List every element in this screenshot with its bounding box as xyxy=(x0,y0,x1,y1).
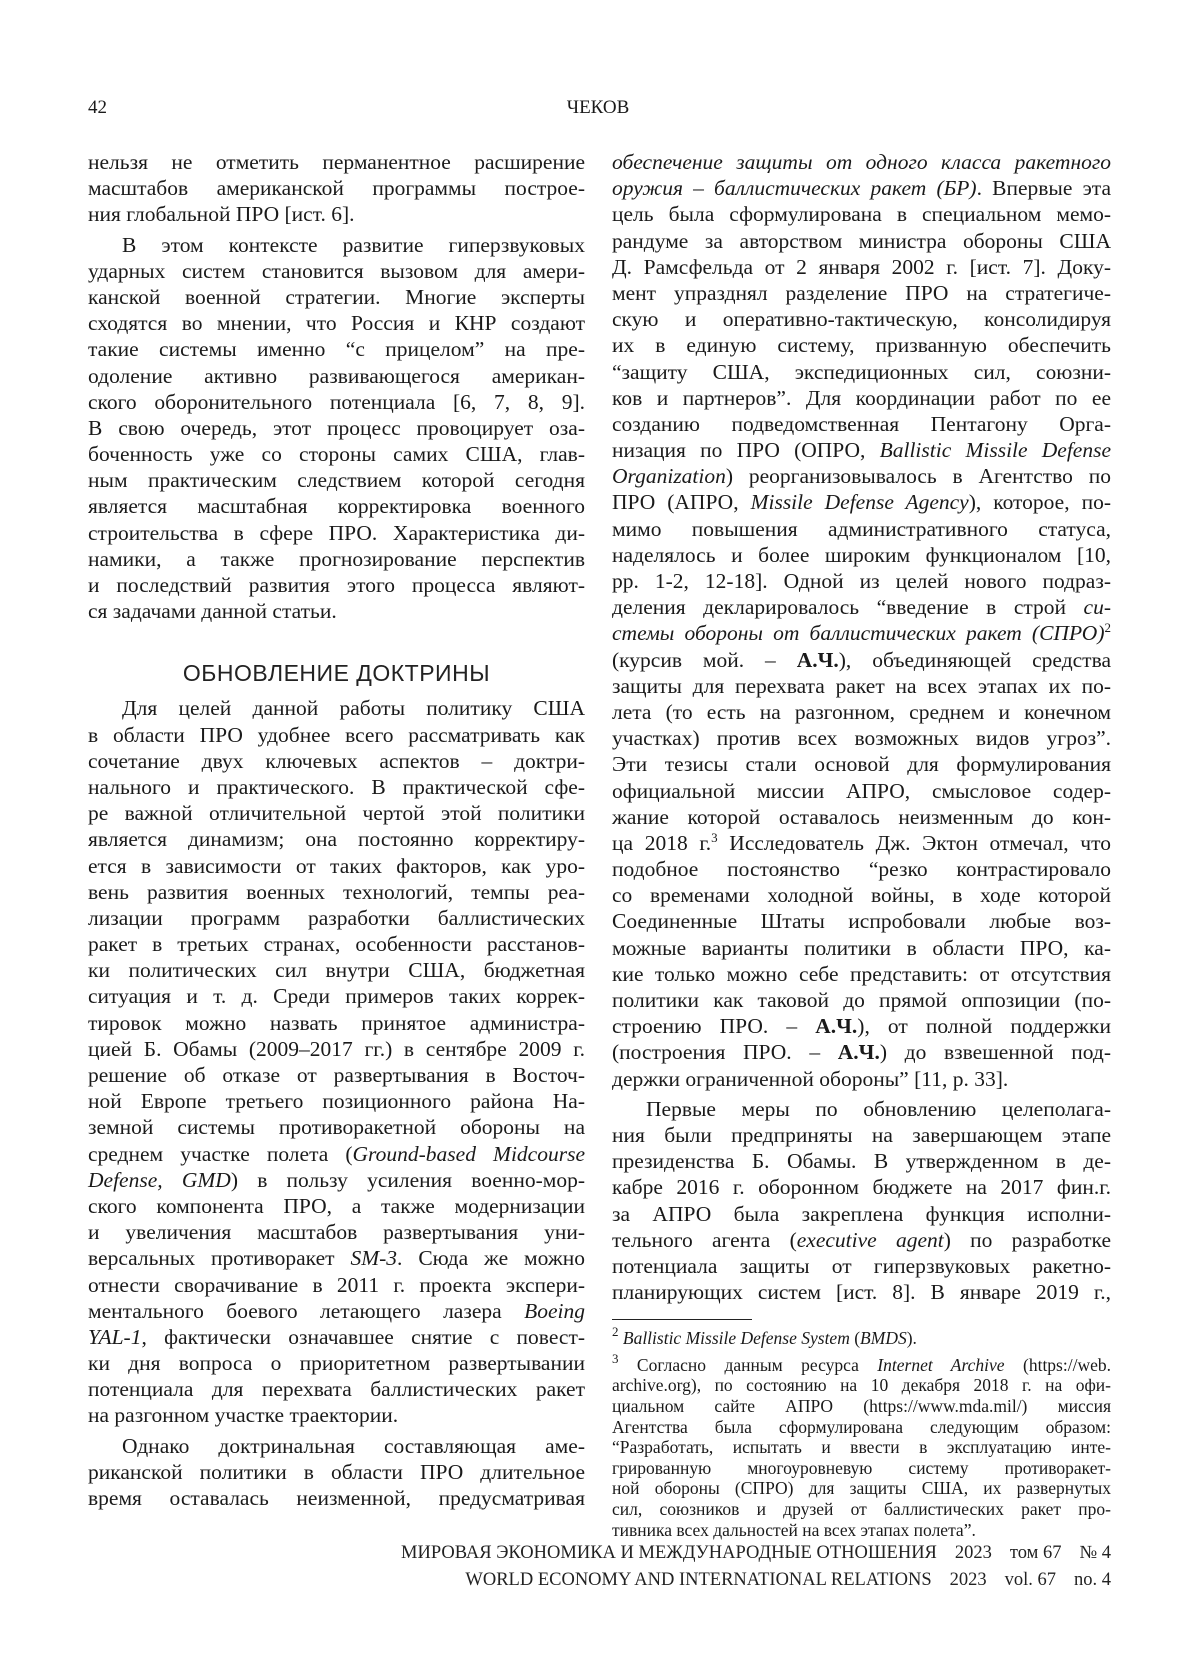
text-line xyxy=(612,1355,1111,1376)
text-line: мимо повышения административного статуса, xyxy=(612,516,1111,542)
text-line: тировок можно назвать принятое администра- xyxy=(88,1010,585,1036)
text-line: на разгонном участке траектории. xyxy=(88,1402,585,1428)
text-line: тивника всех дальностей на всех этапах полета”. xyxy=(612,1520,1111,1541)
text-line: наделялось и более широким функционалом [10, xyxy=(612,542,1111,568)
text-line: потенциала для перехвата баллистических ракет xyxy=(88,1376,585,1402)
text-run: . Сюда же можно xyxy=(397,1246,585,1270)
text-line: Соединенные Штаты испробовали любые воз- xyxy=(612,908,1111,934)
text-line: президенства Б. Обамы. В утвержденном в де- xyxy=(612,1148,1111,1174)
italic-text: Missile Defense Agency xyxy=(751,490,969,514)
text-line: за АПРО была закреплена функция исполни- xyxy=(612,1201,1111,1227)
footnote-marker: 3 xyxy=(612,1351,619,1366)
text-line: Первые меры по обновлению целеполага- xyxy=(612,1096,1111,1122)
text-line xyxy=(612,1039,1111,1065)
text-line: риканской политики в области ПРО длительное xyxy=(88,1459,585,1485)
text-line xyxy=(612,620,1111,646)
paragraph xyxy=(88,695,585,1428)
running-head-author: ЧЕКОВ xyxy=(567,96,630,120)
text-line: Эти тезисы стали основой для формулирования xyxy=(612,751,1111,777)
bold-text: А.Ч. xyxy=(815,1014,857,1038)
running-head xyxy=(0,96,1200,120)
text-line: Д. Рамсфельда от 2 января 2002 г. [ист. 7]. Доку- xyxy=(612,254,1111,280)
text-line: сходятся во мнении, что Россия и КНР создают xyxy=(88,310,585,336)
text-line xyxy=(88,1141,585,1167)
italic-text: Defense, GMD xyxy=(88,1168,231,1192)
text-line: “защиту США, экспедиционных сил, союзни- xyxy=(612,359,1111,385)
italic-text: стемы обороны от баллистических ракет (СПРО) xyxy=(612,621,1105,645)
text-line xyxy=(612,647,1111,673)
text-run: ), от полной поддержки xyxy=(857,1014,1111,1038)
text-line: время оставалась неизменной, предусматривая xyxy=(88,1485,585,1511)
text-line: и последствий развития этого процесса являют- xyxy=(88,572,585,598)
text-line: циальном сайте АПРО (https://www.mda.mil/) миссия xyxy=(612,1396,1111,1417)
text-line xyxy=(88,1245,585,1271)
text-line: ракет в третьих странах, особенности расстанов- xyxy=(88,931,585,957)
text-run: Согласно данным ресурса xyxy=(619,1355,878,1375)
text-line: кабре 2016 г. оборонном бюджете на 2017 фин.г. xyxy=(612,1174,1111,1200)
text-line: В этом контексте развитие гиперзвуковых xyxy=(88,232,585,258)
text-line: цией Б. Обамы (2009–2017 гг.) в сентябре 2009 г. xyxy=(88,1036,585,1062)
italic-text: YAL-1 xyxy=(88,1325,141,1349)
issue-ru: № 4 xyxy=(1079,1543,1111,1563)
text-line xyxy=(88,1324,585,1350)
text-line: в области ПРО удобнее всего рассматривать как xyxy=(88,722,585,748)
text-line: можные варианты политики в области ПРО, ка- xyxy=(612,935,1111,961)
text-line: земной системы противоракетной обороны на xyxy=(88,1114,585,1140)
text-run: . Впервые эта xyxy=(977,176,1111,200)
text-line: мент упразднял разделение ПРО на стратегиче- xyxy=(612,280,1111,306)
text-line: намики, а также прогнозирование перспектив xyxy=(88,546,585,572)
text-line: созданию подведомственная Пентагону Орга- xyxy=(612,411,1111,437)
text-line xyxy=(612,463,1111,489)
journal-title-en: WORLD ECONOMY AND INTERNATIONAL RELATIONS xyxy=(465,1570,931,1590)
text-line: нельзя не отметить перманентное расширение xyxy=(88,149,585,175)
italic-text: SM-3 xyxy=(350,1246,397,1270)
text-run: (построения ПРО. – xyxy=(612,1040,838,1064)
text-run: тельного агента ( xyxy=(612,1228,797,1252)
paragraph xyxy=(88,232,585,625)
text-line: строительства в сфере ПРО. Характеристика ди- xyxy=(88,520,585,546)
text-line xyxy=(612,830,1111,856)
footer-ru xyxy=(401,1540,1111,1567)
text-run: ). xyxy=(907,1328,917,1348)
text-run: (курсив мой. – xyxy=(612,648,797,672)
text-line xyxy=(612,1227,1111,1253)
footnote-divider xyxy=(612,1319,752,1320)
text-run: среднем участке полета ( xyxy=(88,1142,353,1166)
text-run: ца 2018 г. xyxy=(612,831,711,855)
text-line: ситуация и т. д. Среди примеров таких коррек- xyxy=(88,983,585,1009)
text-line: жание которой оставалось неизменным до кон- xyxy=(612,804,1111,830)
text-line: “Разработать, испытать и ввести в эксплуатацию инте- xyxy=(612,1437,1111,1458)
footer-en xyxy=(401,1567,1111,1594)
text-line: грированную многоуровневую систему противоракет- xyxy=(612,1458,1111,1479)
text-line: решение об отказе от развертывания в Восточ- xyxy=(88,1062,585,1088)
italic-text: Ballistic Missile Defense System xyxy=(623,1328,850,1348)
year-ru: 2023 xyxy=(955,1543,992,1563)
text-line: планирующих систем [ист. 8]. В январе 2019 г., xyxy=(612,1279,1111,1305)
text-line xyxy=(612,175,1111,201)
year-en: 2023 xyxy=(950,1570,987,1590)
footnote-marker: 2 xyxy=(1105,620,1112,635)
italic-text: Internet Archive xyxy=(877,1355,1004,1375)
text-line xyxy=(88,1167,585,1193)
italic-text: Ballistic Missile Defense xyxy=(880,438,1111,462)
text-line: официальной миссии АПРО, смысловое содер- xyxy=(612,778,1111,804)
text-line: ского компонента ПРО, а также модернизации xyxy=(88,1193,585,1219)
text-run: (https://web. xyxy=(1005,1355,1111,1375)
text-line: ского оборонительного потенциала [6, 7, 8, 9]. xyxy=(88,389,585,415)
text-line: масштабов американской программы построе- xyxy=(88,175,585,201)
text-run: ) по разработке xyxy=(944,1228,1111,1252)
italic-text: оружия – баллистических ракет (БР) xyxy=(612,176,977,200)
text-run: деления декларировалось “введение в строй xyxy=(612,595,1084,619)
bold-text: А.Ч. xyxy=(797,648,839,672)
text-run: Исследователь Дж. Эктон отмечал, что xyxy=(718,831,1111,855)
text-line: отнести сворачивание в 2011 г. проекта экспери- xyxy=(88,1272,585,1298)
text-line xyxy=(612,594,1111,620)
text-run: ( xyxy=(850,1328,860,1348)
text-line: ным практическим следствием которой сегодня xyxy=(88,467,585,493)
volume-ru: том 67 xyxy=(1010,1543,1062,1563)
text-line: держки ограниченной обороны” [11, p. 33]. xyxy=(612,1066,1111,1092)
text-line: Агентства была сформулирована следующим образом: xyxy=(612,1417,1111,1438)
text-line: ки политических сил внутри США, бюджетная xyxy=(88,957,585,983)
italic-text: executive agent xyxy=(797,1228,944,1252)
footnote xyxy=(612,1328,1111,1349)
text-line: pp. 1-2, 12-18]. Одной из целей нового подраз- xyxy=(612,568,1111,594)
volume-en: vol. 67 xyxy=(1005,1570,1056,1590)
italic-text: Ground-based Midcourse xyxy=(353,1142,585,1166)
italic-text: си- xyxy=(1084,595,1111,619)
text-line xyxy=(88,1298,585,1324)
text-run: низация по ПРО (ОПРО, xyxy=(612,438,880,462)
text-line: лизации программ разработки баллистических xyxy=(88,905,585,931)
text-line: сил, союзников и друзей от баллистических ракет про- xyxy=(612,1499,1111,1520)
text-run: ) в пользу усиления военно-мор- xyxy=(231,1168,585,1192)
text-line xyxy=(612,149,1111,175)
text-line: со временами холодной войны, в ходе которой xyxy=(612,882,1111,908)
right-column xyxy=(612,149,1111,1540)
text-run: ) до взвешенной под- xyxy=(880,1040,1111,1064)
text-line: цель была сформулирована в специальном мемо- xyxy=(612,201,1111,227)
text-line: является масштабная корректировка военного xyxy=(88,493,585,519)
footnote xyxy=(612,1355,1111,1540)
text-line: политики как таковой до прямой оппозиции (по- xyxy=(612,987,1111,1013)
left-column xyxy=(88,149,585,1511)
footnote-marker: 3 xyxy=(711,830,718,845)
issue-en: no. 4 xyxy=(1074,1570,1111,1590)
text-line: ной обороны (СПРО) для защиты США, их развернутых xyxy=(612,1478,1111,1499)
text-run: строению ПРО. – xyxy=(612,1014,815,1038)
section-heading: ОБНОВЛЕНИЕ ДОКТРИНЫ xyxy=(88,660,585,686)
text-line: ется в зависимости от таких факторов, как уро- xyxy=(88,853,585,879)
text-line: участках) против всех возможных видов угроз”. xyxy=(612,725,1111,751)
text-run: , фактически означавшее снятие с повест- xyxy=(141,1325,585,1349)
text-run: ), объединяющей средства xyxy=(839,648,1111,672)
journal-footer xyxy=(401,1540,1111,1594)
text-line: канской военной стратегии. Многие эксперты xyxy=(88,284,585,310)
text-line: и увеличения масштабов развертывания уни- xyxy=(88,1219,585,1245)
text-line: лета (то есть на разгонном, среднем и конечном xyxy=(612,699,1111,725)
text-line: ударных систем становится вызовом для амери- xyxy=(88,258,585,284)
text-line: потенциала защиты от гиперзвуковых ракетно- xyxy=(612,1253,1111,1279)
text-line xyxy=(612,437,1111,463)
paragraph xyxy=(88,149,585,228)
text-line: подобное постоянство “резко контрастировало xyxy=(612,856,1111,882)
text-line: их в единую систему, призванную обеспечить xyxy=(612,332,1111,358)
text-line: Однако доктринальная составляющая аме- xyxy=(88,1433,585,1459)
text-line xyxy=(612,1328,1111,1349)
text-line: защиты для перехвата ракет на всех этапах их по- xyxy=(612,673,1111,699)
text-run: ПРО (АПРО, xyxy=(612,490,751,514)
text-line: ния были предприняты на завершающем этапе xyxy=(612,1122,1111,1148)
text-run: ) реорганизовывалось в Агентство по xyxy=(726,464,1111,488)
text-line: В свою очередь, этот процесс провоцирует оза- xyxy=(88,415,585,441)
text-line: ре важной отличительной чертой этой политики xyxy=(88,800,585,826)
text-line: кие только можно себе представить: от отсутствия xyxy=(612,961,1111,987)
text-line: сочетание двух ключевых аспектов – доктри- xyxy=(88,748,585,774)
text-line: рандуме за авторством министра обороны США xyxy=(612,228,1111,254)
italic-text: BMDS xyxy=(860,1328,907,1348)
text-line: archive.org), по состоянию на 10 декабря 2018 г. на офи- xyxy=(612,1375,1111,1396)
text-run: ментального боевого летающего лазера xyxy=(88,1299,524,1323)
text-line: является динамизм; она постоянно корректиру- xyxy=(88,826,585,852)
paragraph xyxy=(612,149,1111,1092)
text-line: ки дня вопроса о приоритетном развертывании xyxy=(88,1350,585,1376)
text-run: версальных противоракет xyxy=(88,1246,350,1270)
footnote-marker: 2 xyxy=(612,1324,619,1339)
text-line: ся задачами данной статьи. xyxy=(88,598,585,624)
bold-text: А.Ч. xyxy=(838,1040,880,1064)
text-run: ), которое, по- xyxy=(969,490,1111,514)
text-line: боченность уже со стороны самих США, глав- xyxy=(88,441,585,467)
text-line xyxy=(612,489,1111,515)
paragraph xyxy=(88,1433,585,1512)
paragraph xyxy=(612,1096,1111,1306)
journal-title-ru: МИРОВАЯ ЭКОНОМИКА И МЕЖДУНАРОДНЫЕ ОТНОШЕНИЯ xyxy=(401,1543,937,1563)
text-line: Для целей данной работы политику США xyxy=(88,695,585,721)
text-line: нального и практического. В практической сфе- xyxy=(88,774,585,800)
text-line: такие системы именно “с прицелом” на пре- xyxy=(88,336,585,362)
text-line: ной Европе третьего позиционного района На- xyxy=(88,1088,585,1114)
text-line: вень развития военных технологий, темпы реа- xyxy=(88,879,585,905)
text-line: одоление активно развивающегося американ- xyxy=(88,363,585,389)
text-line: скую и оперативно-тактическую, консолидируя xyxy=(612,306,1111,332)
text-line: ния глобальной ПРО [ист. 6]. xyxy=(88,201,585,227)
italic-text: Organization xyxy=(612,464,726,488)
page-number: 42 xyxy=(88,96,107,120)
text-line: ков и партнеров”. Для координации работ по ее xyxy=(612,385,1111,411)
text-line xyxy=(612,1013,1111,1039)
italic-text: Boeing xyxy=(524,1299,585,1323)
italic-text: обеспечение защиты от одного класса ракетного xyxy=(612,150,1111,174)
